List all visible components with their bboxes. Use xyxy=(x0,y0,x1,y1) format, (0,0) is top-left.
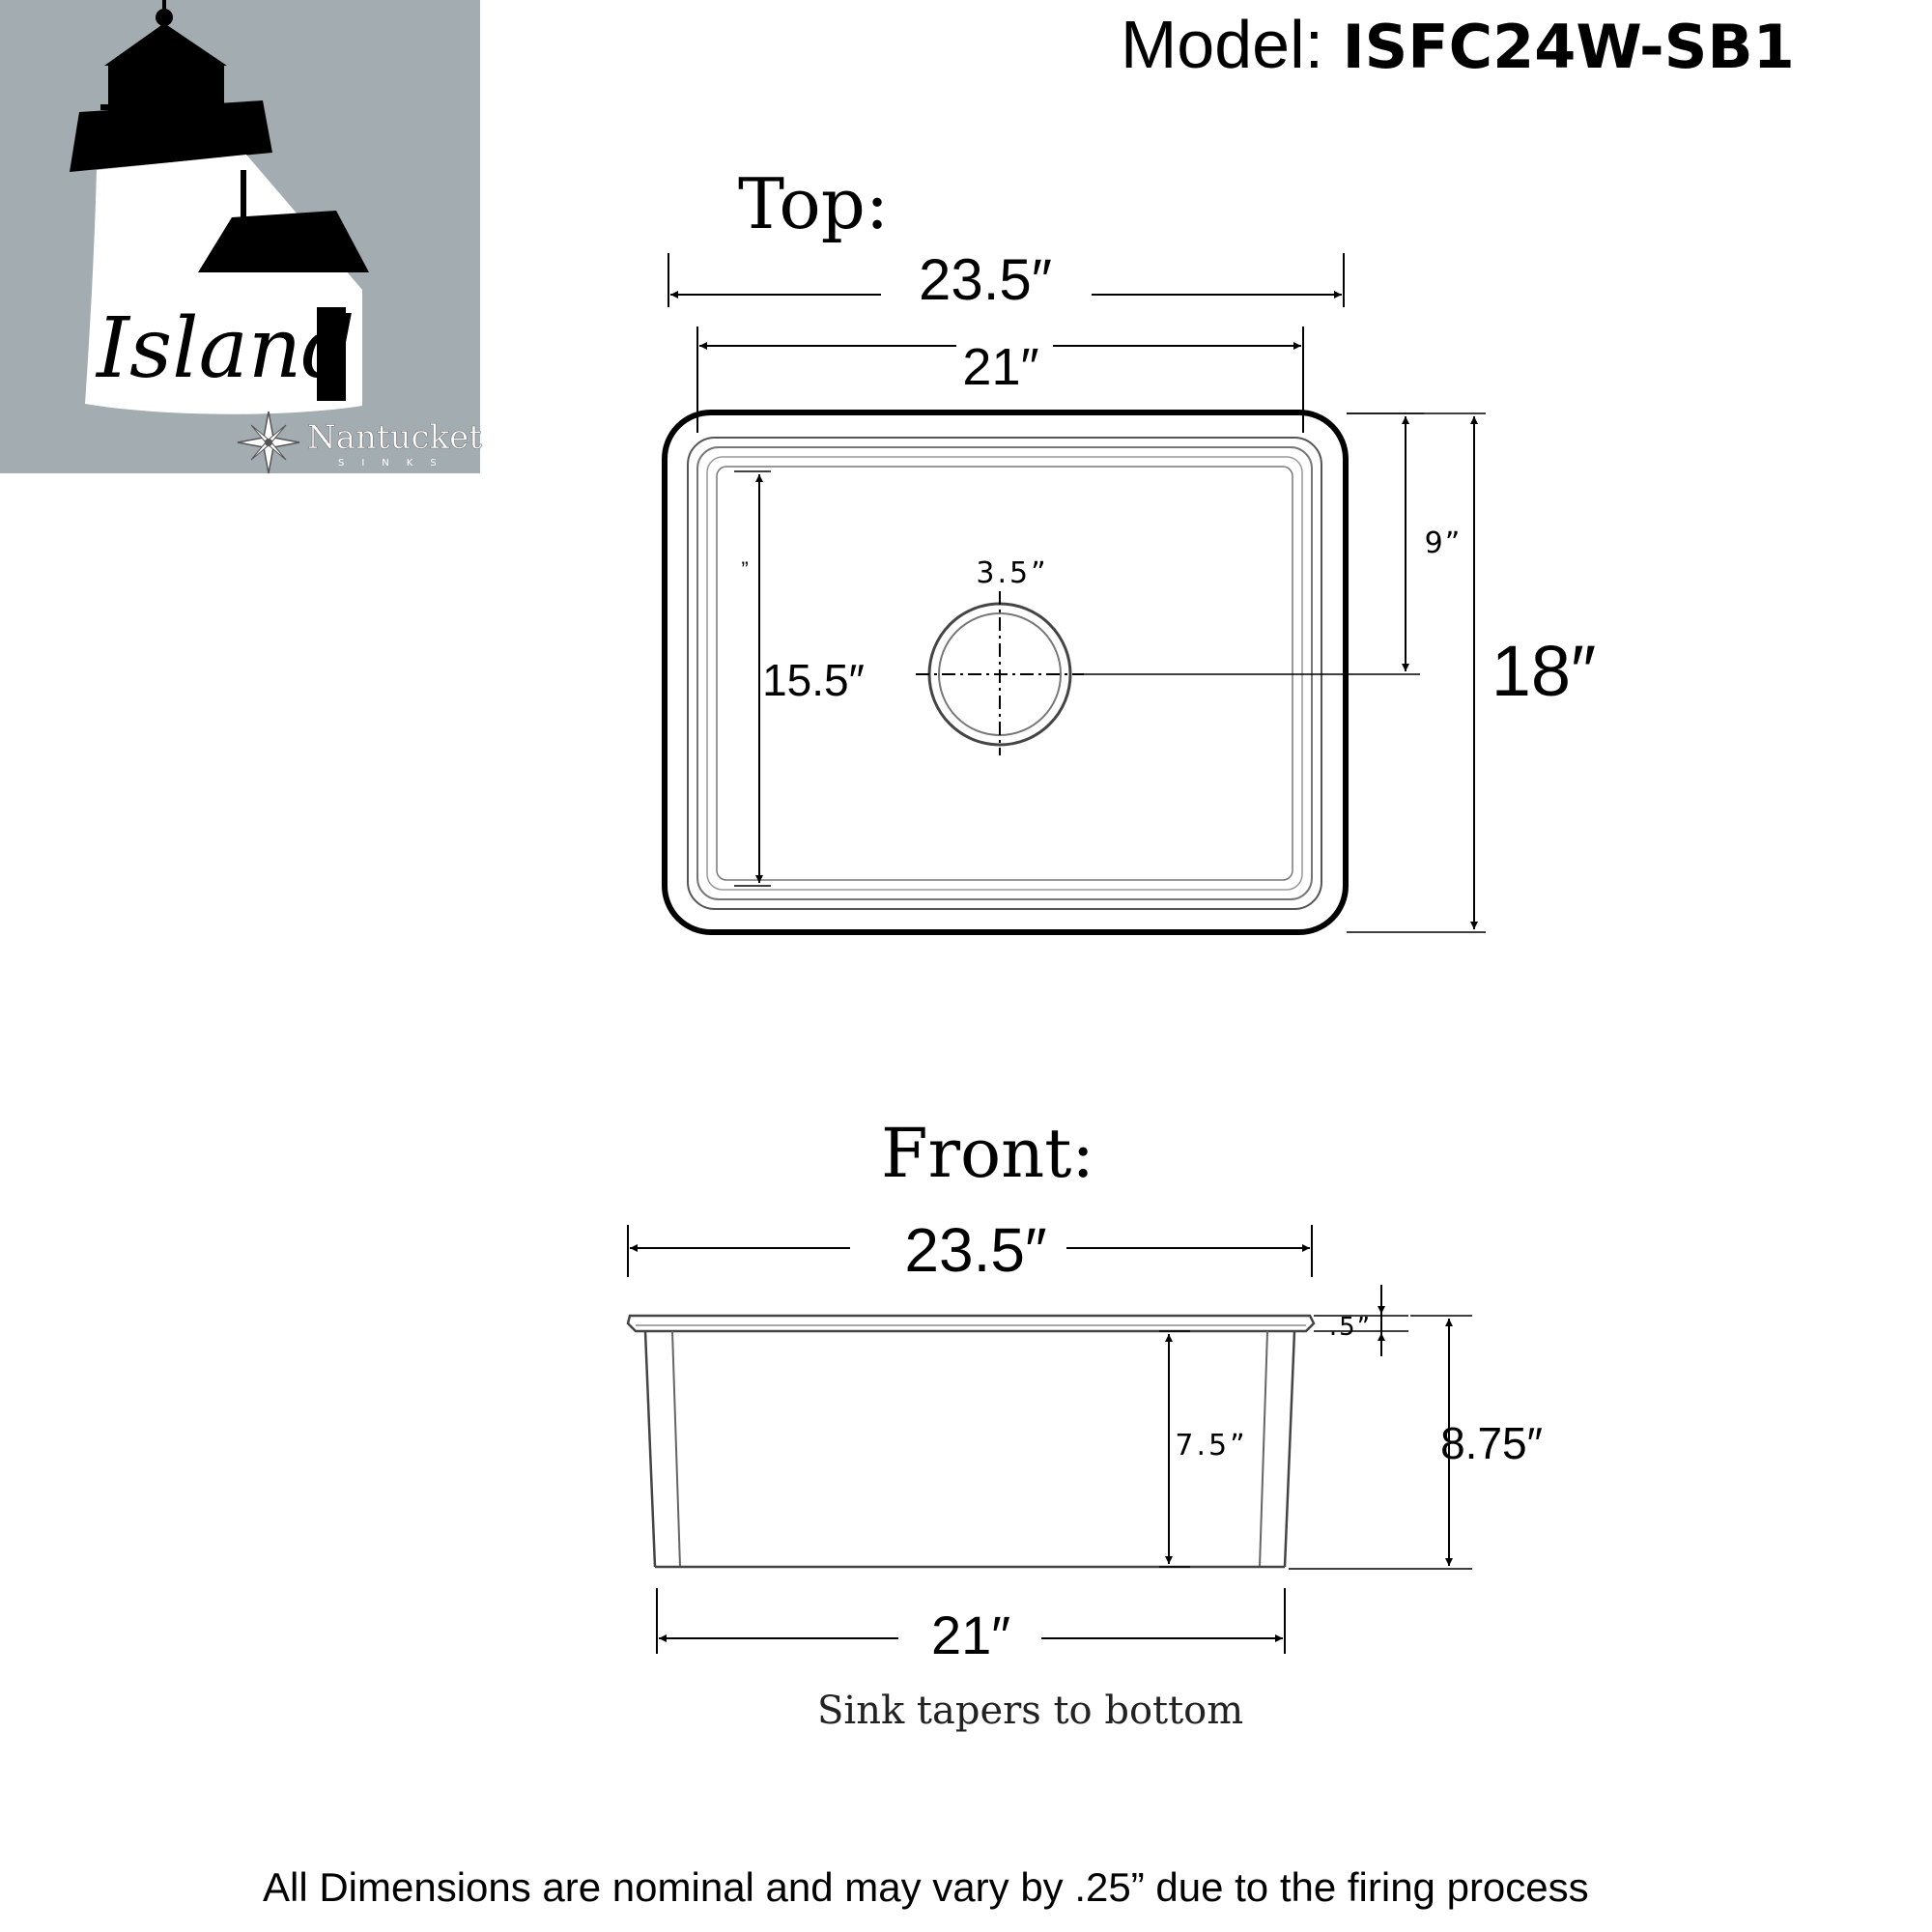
top-view xyxy=(665,163,1596,932)
sinks-wordmark: SINKS xyxy=(338,458,454,469)
island-logo xyxy=(0,0,482,473)
front-bottom-width-label: 21″ xyxy=(930,1605,1011,1665)
front-inner-height-label: 7.5” xyxy=(1175,1429,1248,1463)
island-wordmark: Island xyxy=(97,300,355,397)
nantucket-wordmark: Nantucket xyxy=(307,418,482,457)
front-view-title: Front: xyxy=(881,1114,1094,1193)
front-top-width-label: 23.5″ xyxy=(904,1215,1047,1285)
front-view xyxy=(628,1114,1543,1665)
taper-note: Sink tapers to bottom xyxy=(817,1689,1244,1733)
drain-offset-label: 9” xyxy=(1424,526,1463,560)
top-inner-depth-label: 15.5″ xyxy=(762,655,865,705)
top-outer-depth-label: 18″ xyxy=(1491,631,1597,711)
front-total-height-label: 8.75″ xyxy=(1440,1418,1543,1468)
top-inner-width-label: 21″ xyxy=(962,338,1039,396)
drain-icon xyxy=(916,591,1084,755)
model-label: Model: xyxy=(1121,7,1324,82)
stray-inch-mark: ” xyxy=(741,557,749,582)
model-value: ISFC24W-SB1 xyxy=(1342,12,1795,82)
rim-thickness-label: .5” xyxy=(1328,1313,1373,1342)
model-heading xyxy=(1121,6,1816,93)
top-view-title: Top: xyxy=(738,163,890,244)
dimensions-disclaimer: All Dimensions are nominal and may vary by .25” due to the firing process xyxy=(263,1864,1589,1910)
drain-diameter-label: 3.5” xyxy=(976,556,1049,590)
top-outer-width-label: 23.5″ xyxy=(918,247,1053,312)
